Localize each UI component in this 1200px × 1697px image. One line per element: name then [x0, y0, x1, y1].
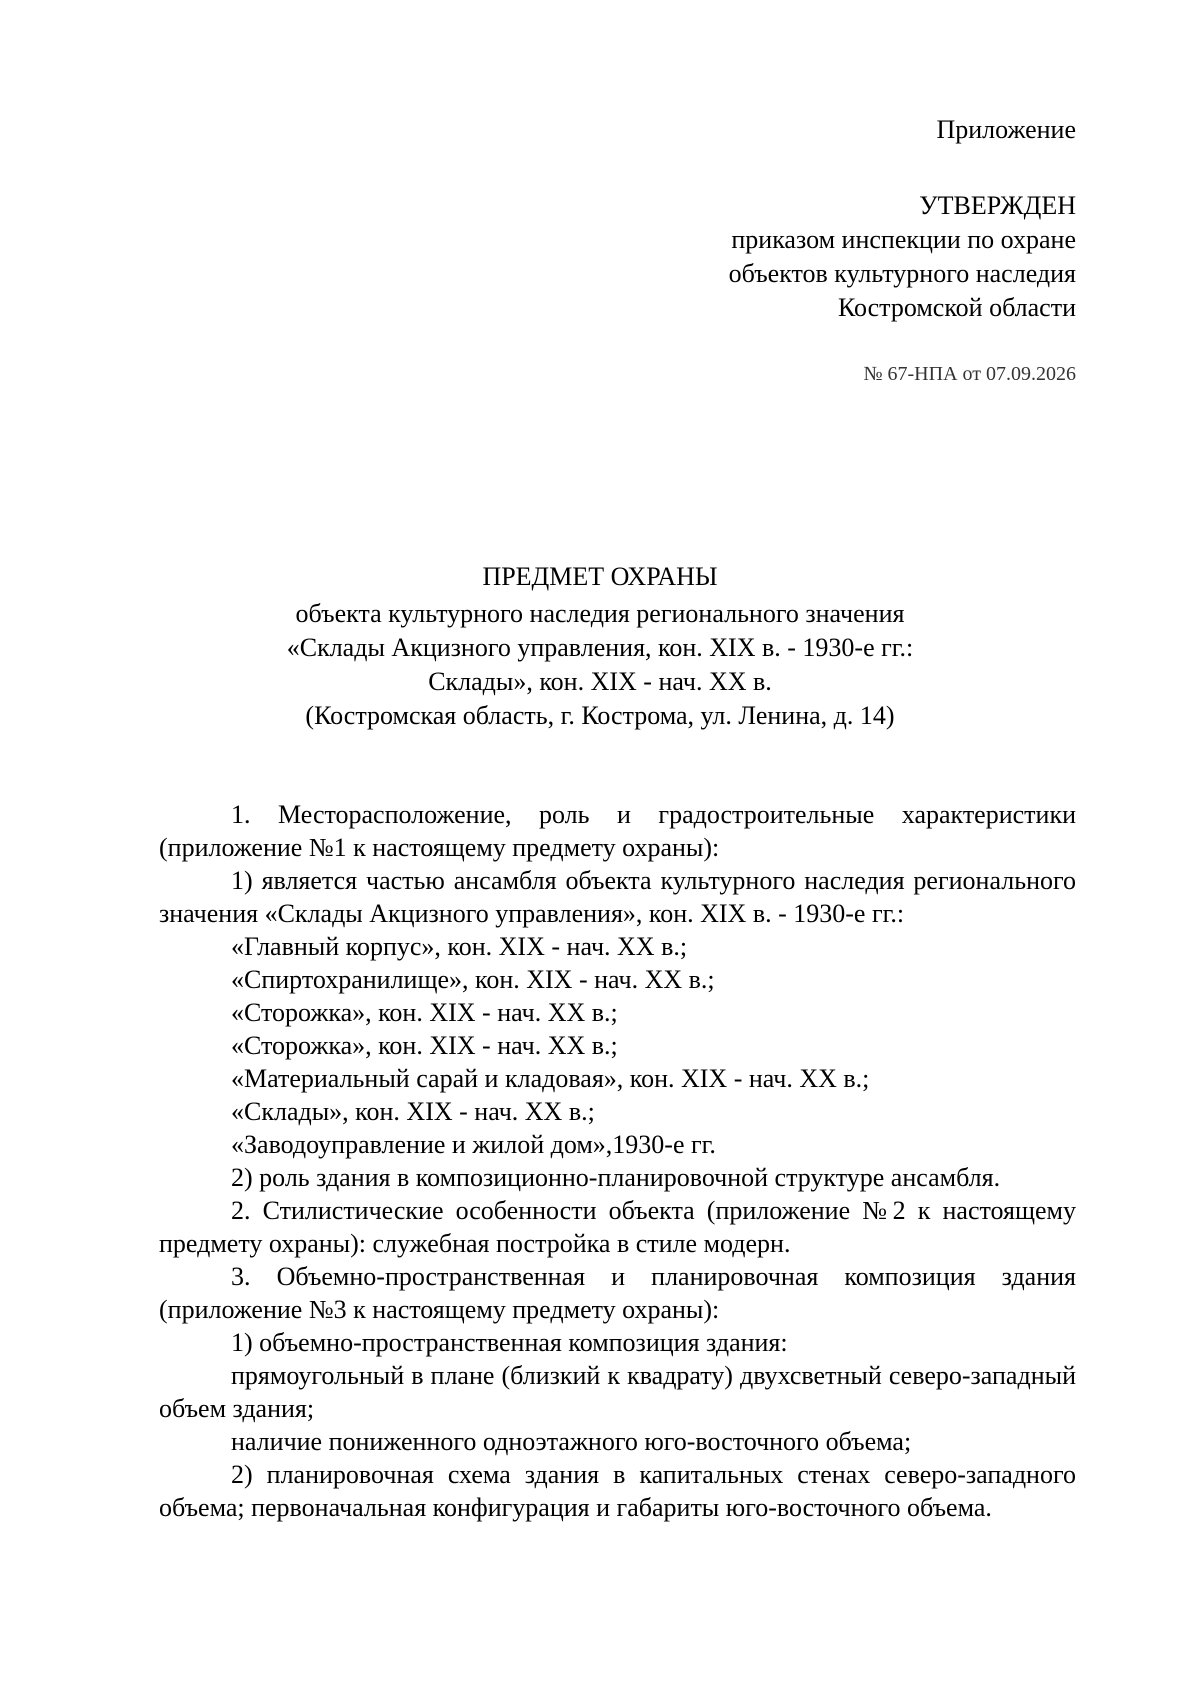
order-number-stamp [863, 357, 1076, 391]
title-line: (Костромская область, г. Кострома, ул. Ленина, д. 14) [305, 701, 895, 730]
title-heading: ПРЕДМЕТ ОХРАНЫ [482, 562, 718, 591]
approved-heading: УТВЕРЖДЕН [919, 191, 1076, 220]
order-number-text: № 67-НПА от 07.09.2026 [863, 363, 1076, 385]
body-paragraph: 3. Объемно-пространственная и планировочная композиция здания (приложение №3 к настоящему предмету охраны): [159, 1262, 1076, 1324]
body-paragraph: «Материальный сарай и кладовая», кон. XIX - нач. XX в.; [231, 1064, 870, 1093]
body-paragraph: «Заводоуправление и жилой дом»,1930-е гг. [231, 1130, 716, 1159]
body-paragraph: 2) планировочная схема здания в капитальных стенах северо-западного объема; первоначальная конфигурация и габариты юго-восточного объема. [159, 1460, 1076, 1522]
order-line: приказом инспекции по охране [731, 225, 1076, 254]
body-paragraph: 2. Стилистические особенности объекта (приложение №2 к настоящему предмету охраны): служебная постройка в стиле модерн. [159, 1196, 1076, 1258]
appendix-label [936, 113, 1076, 147]
body-paragraph: 1) является частью ансамбля объекта культурного наследия регионального значения «Склады Акцизного управления», кон. XIX в. - 1930-е гг.: [159, 866, 1076, 928]
approval-block [729, 189, 1076, 325]
body-paragraph: «Сторожка», кон. XIX - нач. XX в.; [231, 998, 618, 1027]
body-paragraph: прямоугольный в плане (близкий к квадрату) двухсветный северо-западный объем здания; [159, 1361, 1076, 1423]
title-line: объекта культурного наследия регионального значения [295, 599, 905, 628]
title-line: Склады», кон. XIX - нач. XX в. [428, 667, 772, 696]
body-paragraph: «Сторожка», кон. XIX - нач. XX в.; [231, 1031, 618, 1060]
body-paragraph: «Главный корпус», кон. XIX - нач. XX в.; [231, 932, 688, 961]
body-paragraph: 1) объемно-пространственная композиция здания: [231, 1328, 788, 1357]
document-body [159, 798, 1076, 1524]
body-paragraph: 2) роль здания в композиционно-планировочной структуре ансамбля. [231, 1163, 1001, 1192]
body-paragraph: наличие пониженного одноэтажного юго-восточного объема; [231, 1427, 912, 1456]
title-line: «Склады Акцизного управления, кон. XIX в. - 1930-е гг.: [286, 633, 914, 662]
order-line: Костромской области [837, 293, 1076, 322]
body-paragraph: «Спиртохранилище», кон. XIX - нач. XX в.; [231, 965, 715, 994]
body-paragraph: 1. Месторасположение, роль и градостроительные характеристики (приложение №1 к настоящему предмету охраны): [159, 800, 1076, 862]
document-title [124, 560, 1076, 733]
order-line: объектов культурного наследия [728, 259, 1076, 288]
appendix-text: Приложение [936, 115, 1076, 144]
body-paragraph: «Склады», кон. XIX - нач. XX в.; [231, 1097, 595, 1126]
